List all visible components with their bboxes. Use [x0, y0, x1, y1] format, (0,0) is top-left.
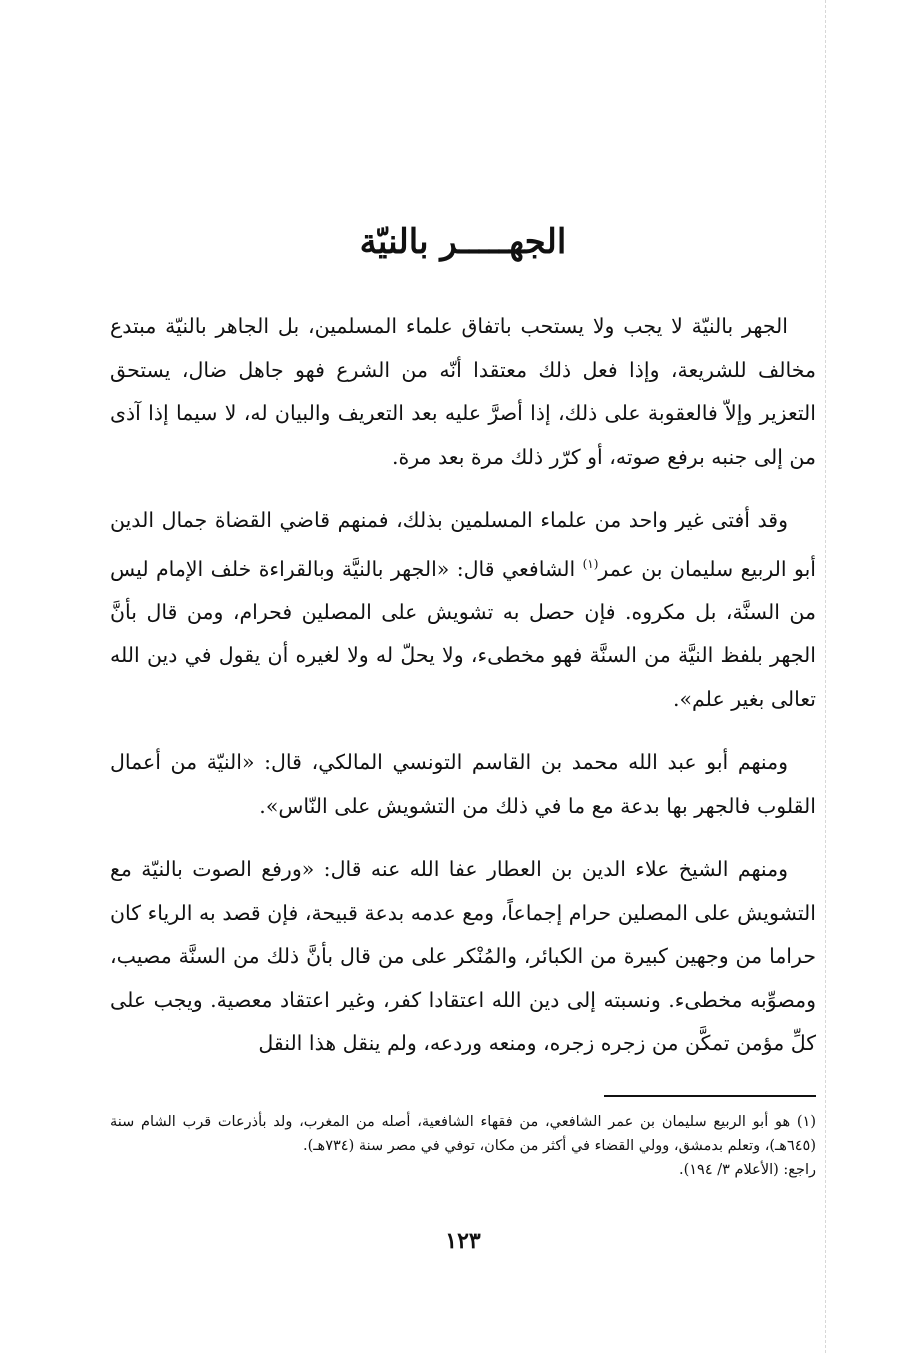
- footnote-separator: [604, 1095, 816, 1097]
- footnote-reference: (١): [582, 556, 599, 571]
- paragraph-2-text-a: وقد أفتى غير واحد من علماء المسلمين بذلك، فمنهم قاضي القضاة جمال الدين أبو الربيع سليمان بن عمر: [110, 508, 816, 581]
- page-number: ١٢٣: [445, 1228, 481, 1254]
- body-text: [110, 305, 816, 1086]
- paragraph-3: ومنهم أبو عبد الله محمد بن القاسم التونسي المالكي، قال: «النيّة من أعمال القلوب فالجهر بها بدعة مع ما في ذلك من التشويش على النّاس».: [110, 750, 816, 818]
- paragraph-2: [110, 499, 816, 721]
- footnote: [110, 1110, 816, 1182]
- document-page: [110, 0, 816, 1353]
- paragraph-4: ومنهم الشيخ علاء الدين بن العطار عفا الله عنه قال: «ورفع الصوت بالنيّة مع التشويش على المصلين حرام إجماعاً، ومع عدمه بدعة قبيحة، فإن قصد به الرياء كان حراما من وجهين كبيرة من الكبائر، والمُنْكر على من قال بأنَّ ذلك من السنَّة مصيب، ومصوِّبه مخطىء. ونسبته إلى دين الله اعتقادا كفر، وغير اعتقاد معصية. ويجب على كلِّ مؤمن تمكَّن من زجره زجره، ومنعه وردعه، ولم ينقل هذا النقل: [110, 857, 816, 1056]
- page-edge-line: [825, 0, 827, 1353]
- paragraph-2-text-b: الشافعي قال: «الجهر بالنيَّة وبالقراءة خلف الإمام ليس من السنَّة، بل مكروه. فإن حصل به تشويش على المصلين فحرام، ومن قال بأنَّ الجهر بلفظ النيَّة من السنَّة فهو مخطىء، ولا يحلّ له ولا لغيره أن يقول في دين الله تعالى بغير علم».: [110, 556, 816, 711]
- page-title: الجهـــــر بالنيّة: [359, 222, 567, 262]
- paragraph-1: الجهر بالنيّة لا يجب ولا يستحب باتفاق علماء المسلمين، بل الجاهر بالنيّة مبتدع مخالف للشريعة، وإذا فعل ذلك معتقدا أنّه من الشرع فهو جاهل ضال، يستحق التعزير وإلاّ فالعقوبة على ذلك، إذا أصرَّ عليه بعد التعريف والبيان له، لا سيما إذا آذى من إلى جنبه برفع صوته، أو كرّر ذلك مرة بعد مرة.: [110, 314, 816, 469]
- footnote-reference-source: راجع: (الأعلام ٣/ ١٩٤).: [678, 1162, 816, 1178]
- footnote-text: (١) هو أبو الربيع سليمان بن عمر الشافعي، من فقهاء الشافعية، أصله من المغرب، ولد بأذرعات قرب الشام سنة (٦٤٥هـ)، وتعلم بدمشق، وولي القضاء في أكثر من مكان، توفي في مصر سنة (٧٣٤هـ).: [110, 1114, 816, 1154]
